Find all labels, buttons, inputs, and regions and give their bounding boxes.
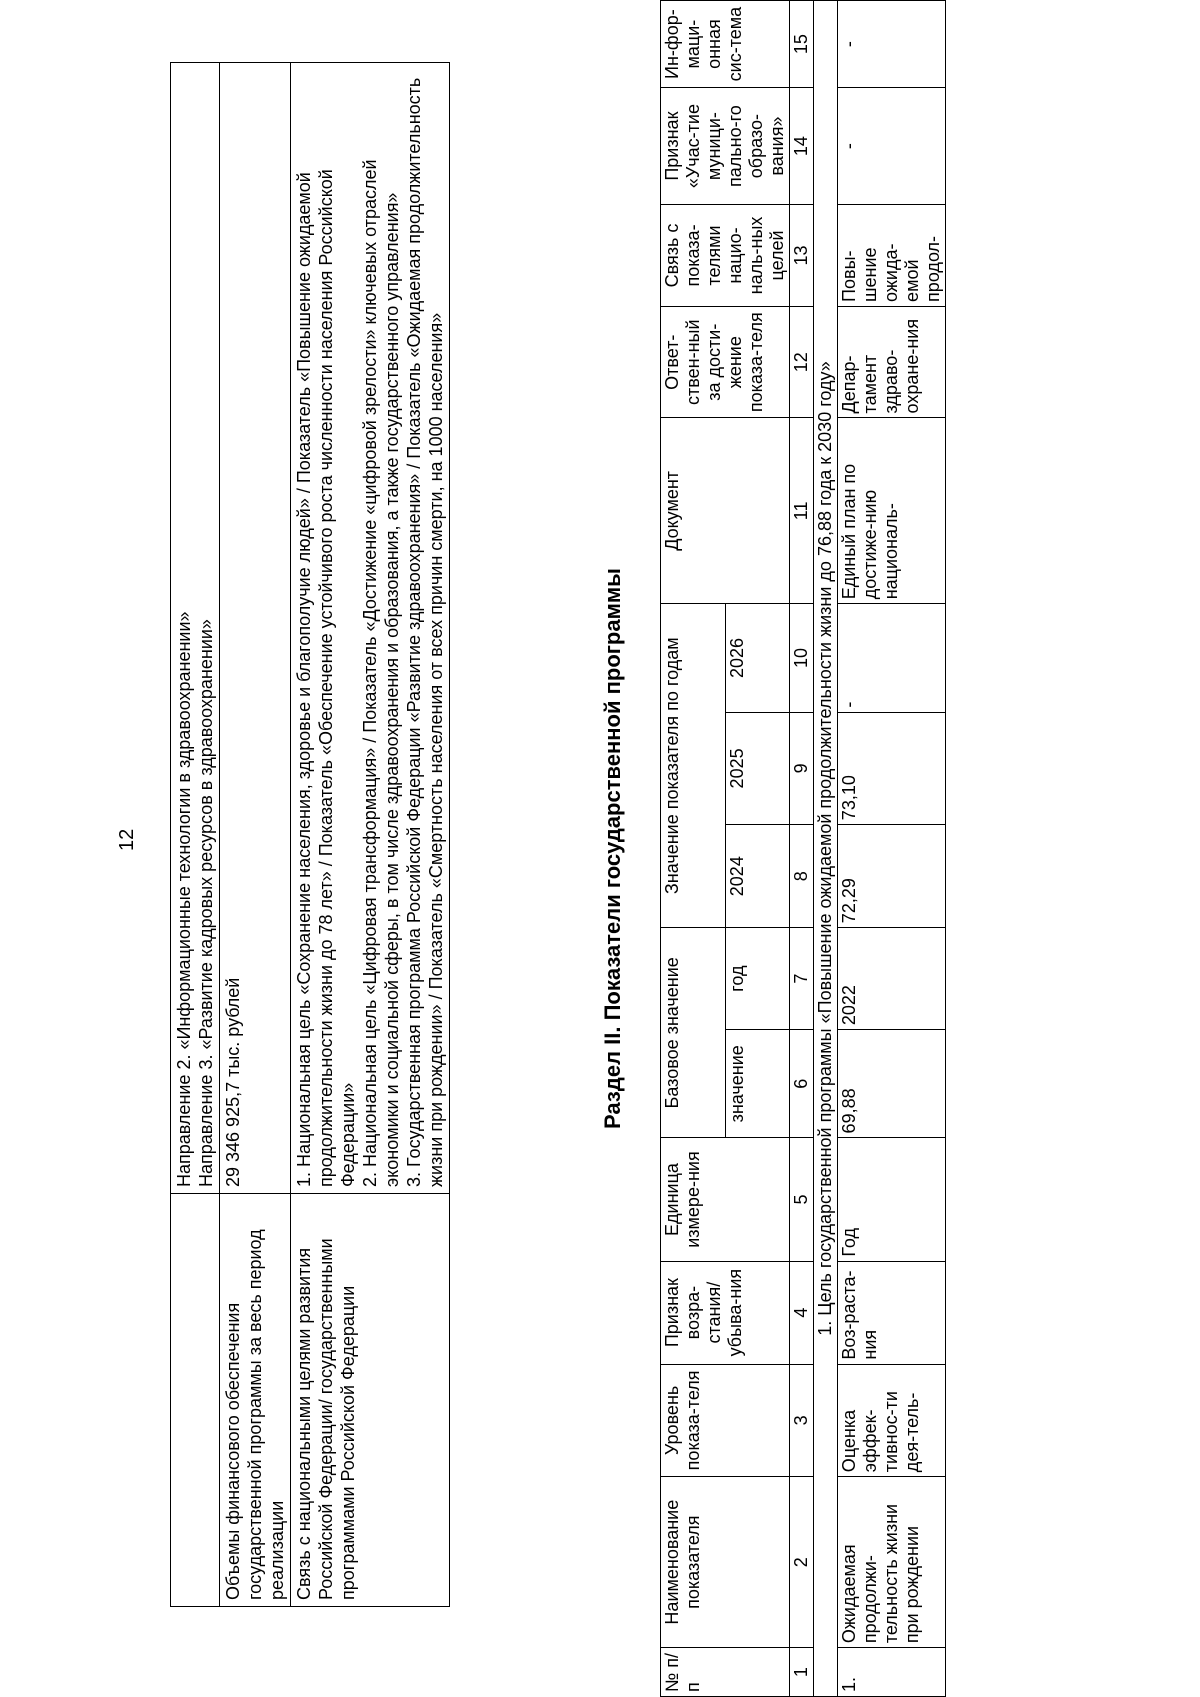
goal-text: 1. Цель государственной программы «Повышение ожидаемой продолжительности жизни до 76,88 года к 2030 году» (814, 1, 838, 1697)
link-national-goal-1: 1. Национальная цель «Сохранение населения, здоровье и благополучие людей» / Показатель «Повышение ожидаемой продолжительности жизни до 78 лет» / Показатель «Обеспечение устойчивого роста численности населения Российской Федерации» (294, 169, 358, 1187)
header-trend: Признак возра-стания/ убыва-ния (661, 1261, 790, 1364)
column-numbers-row (790, 1, 814, 1697)
colnum-12: 12 (790, 306, 814, 418)
colnum-10: 10 (790, 604, 814, 712)
header-municipal: Признак «Учас-тие муници-пально-го образо-вания» (661, 88, 790, 205)
row-trend: Воз-раста-ния (838, 1261, 946, 1364)
header-2024: 2024 (725, 825, 790, 928)
header-row-1 (661, 1, 726, 1697)
passport-label-empty (171, 1194, 220, 1607)
goal-row (814, 1, 838, 1697)
row-2025: 73,10 (838, 712, 946, 825)
row-level: Оценка эффек-тивнос-ти дея-тель- (838, 1364, 946, 1477)
colnum-4: 4 (790, 1261, 814, 1364)
header-base: Базовое значение (661, 928, 726, 1138)
row-responsible: Депар-тамент здраво-охране-ния (838, 306, 946, 418)
direction-3: Направление 3. «Развитие кадровых ресурсов в здравоохранении» (196, 619, 216, 1187)
header-unit: Единица измере-ния (661, 1138, 790, 1261)
funding-label: Объемы финансового обеспечения государственной программы за весь период реализации (220, 1194, 291, 1607)
colnum-2: 2 (790, 1477, 814, 1648)
row-num: 1. (838, 1648, 946, 1697)
header-link: Связь с показа-телями нацио-наль-ных целей (661, 205, 790, 307)
row-2024: 72,29 (838, 825, 946, 928)
row-infosys: - (838, 1, 946, 88)
row-2026: - (838, 604, 946, 712)
table-row (838, 1, 946, 1697)
header-level: Уровень показа-теля (661, 1364, 790, 1477)
header-infosys: Ин-фор-маци-онная сис-тема (661, 1, 790, 88)
header-2025: 2025 (725, 712, 790, 825)
row-name: Ожидаемая продолжи-тельность жизни при рождении (838, 1477, 946, 1648)
funding-value: 29 346 925,7 тыс. рублей (220, 63, 291, 1194)
header-name: Наименование показателя (661, 1477, 790, 1648)
colnum-13: 13 (790, 205, 814, 307)
row-base-year: 2022 (838, 928, 946, 1030)
section-title: Раздел II. Показатели государственной программы (600, 568, 625, 1129)
indicators-table (660, 0, 946, 1697)
row-document: Единый план по достиже-нию националь- (838, 418, 946, 604)
colnum-1: 1 (790, 1648, 814, 1697)
colnum-11: 11 (790, 418, 814, 604)
header-base-year: год (725, 928, 790, 1030)
header-document: Документ (661, 418, 790, 604)
colnum-9: 9 (790, 712, 814, 825)
link-national-goal-2: 2. Национальная цель «Цифровая трансформация» / Показатель «Достижение «цифровой зрелости» ключевых отраслей экономики и социальной сферы, в том числе здравоохранения и образования, а также государственного управления» (360, 159, 402, 1187)
colnum-15: 15 (790, 1, 814, 88)
colnum-14: 14 (790, 88, 814, 205)
header-responsible: Ответ-ствен-ный за дости-жение показа-теля (661, 306, 790, 418)
passport-table (170, 62, 450, 1607)
header-base-value: значение (725, 1030, 790, 1138)
colnum-5: 5 (790, 1138, 814, 1261)
links-value (291, 63, 450, 1194)
header-num: № п/п (661, 1648, 790, 1697)
links-label: Связь с национальными целями развития Российской Федерации/ государственными программами Российской Федерации (291, 1194, 450, 1607)
colnum-3: 3 (790, 1364, 814, 1477)
direction-2: Направление 2. «Информационные технологии в здравоохранении» (174, 611, 194, 1187)
header-values-by-year: Значение показателя по годам (661, 604, 726, 928)
link-state-program: 3. Государственная программа Российской Федерации «Развитие здравоохранения» / Показатель «Ожидаемая продолжительность жизни при рождении» / Показатель «Смертность населения от всех причин смерти, на 1000 населения» (404, 77, 446, 1187)
row-unit: Год (838, 1138, 946, 1261)
colnum-6: 6 (790, 1030, 814, 1138)
passport-row-funding (220, 63, 291, 1607)
header-2026: 2026 (725, 604, 790, 712)
passport-row-directions (171, 63, 220, 1607)
passport-row-links (291, 63, 450, 1607)
page-number: 12 (116, 828, 138, 851)
colnum-7: 7 (790, 928, 814, 1030)
row-municipal: - (838, 88, 946, 205)
row-link: Повы-шение ожида-емой продол- (838, 205, 946, 307)
passport-value-directions (171, 63, 220, 1194)
row-base-value: 69,88 (838, 1030, 946, 1138)
colnum-8: 8 (790, 825, 814, 928)
